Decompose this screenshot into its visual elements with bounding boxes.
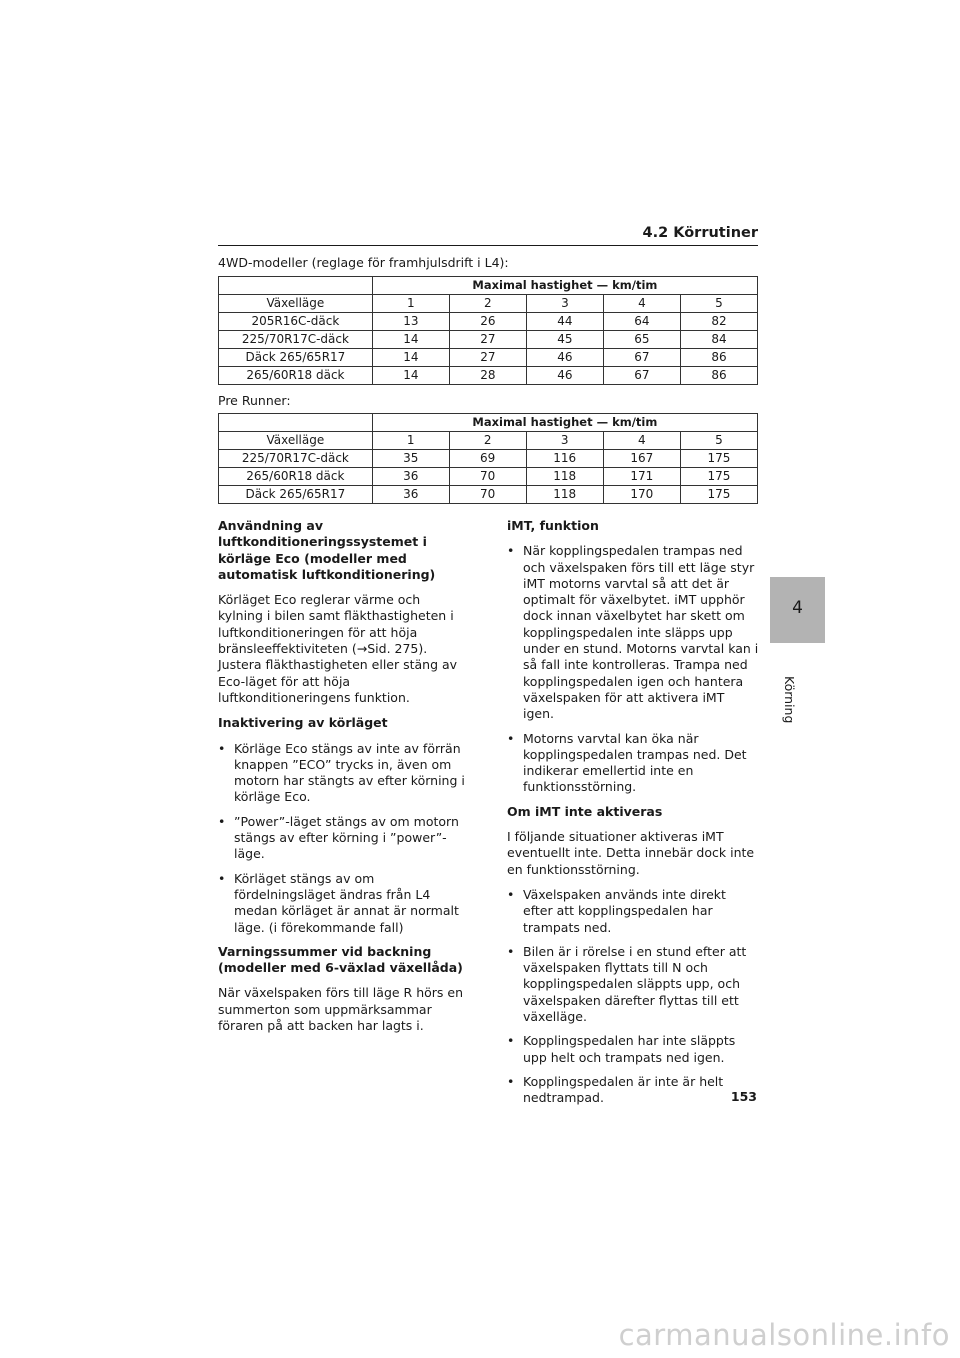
table-row (219, 349, 758, 367)
table1-corner (219, 277, 373, 295)
deactivation-list (218, 741, 466, 936)
list-item (507, 944, 759, 1025)
speed-cell: 86 (680, 349, 757, 367)
speed-cell: 26 (449, 313, 526, 331)
speed-cell: 14 (372, 367, 449, 385)
table-row (219, 486, 758, 504)
table2-caption: Pre Runner: (218, 393, 291, 408)
list-item (218, 871, 466, 936)
gear-cell: 2 (449, 295, 526, 313)
imt-inactive-list (507, 887, 759, 1107)
speed-cell: 36 (372, 468, 449, 486)
bullet-icon: • (507, 943, 515, 959)
bullet-icon: • (507, 1033, 515, 1049)
list-item (507, 731, 759, 796)
gear-cell: 4 (603, 432, 680, 450)
speed-cell: 84 (680, 331, 757, 349)
tire-label: Däck 265/65R17 (219, 349, 373, 367)
speed-cell: 65 (603, 331, 680, 349)
list-item (218, 741, 466, 806)
section-title: 4.2 Körrutiner (642, 225, 758, 241)
gear-cell: 5 (680, 295, 757, 313)
speed-cell: 35 (372, 450, 449, 468)
page-number: 153 (730, 1089, 757, 1104)
watermark-text: carmanualsonline.info (618, 1318, 950, 1352)
speed-cell: 175 (680, 468, 757, 486)
imt-inactive-paragraph: I följande situationer aktiveras iMT eventuellt inte. Detta innebär dock inte en funktionsstörning. (507, 829, 755, 877)
list-item-text: Motorns varvtal kan öka när kopplingspedalen trampas ned. Det indikerar emellertid inte en funktionsstörning. (523, 730, 747, 795)
speed-cell: 46 (526, 349, 603, 367)
speed-cell: 70 (449, 468, 526, 486)
speed-cell: 116 (526, 450, 603, 468)
list-item (507, 543, 759, 722)
speed-cell: 44 (526, 313, 603, 331)
speed-cell: 175 (680, 450, 757, 468)
gear-cell: 2 (449, 432, 526, 450)
speed-cell: 118 (526, 486, 603, 504)
reverse-buzzer-heading: Varningssummer vid backning (modeller med 6-växlad växellåda) (218, 943, 463, 976)
eco-ac-heading: Användning av luftkonditioneringssystemet i körläge Eco (modeller med automatisk luftkonditionering) (218, 518, 436, 582)
table2-group-header: Maximal hastighet — km/tim (372, 414, 757, 432)
list-item-text: Körläge Eco stängs av inte av förrän knappen ”ECO” trycks in, även om motorn har stängts av efter körning i körläge Eco. (234, 740, 465, 805)
gear-cell: 5 (680, 432, 757, 450)
bullet-icon: • (218, 740, 226, 756)
table1-caption: 4WD-modeller (reglage för framhjulsdrift i L4): (218, 255, 509, 270)
right-column (507, 518, 759, 1115)
list-item (507, 887, 759, 936)
table-row (219, 468, 758, 486)
tire-label: 225/70R17C-däck (219, 331, 373, 349)
list-item (218, 814, 466, 863)
speed-cell: 27 (449, 349, 526, 367)
speed-table-pre-runner (218, 413, 758, 504)
speed-cell: 70 (449, 486, 526, 504)
speed-cell: 13 (372, 313, 449, 331)
bullet-icon: • (218, 870, 226, 886)
speed-cell: 69 (449, 450, 526, 468)
bullet-icon: • (507, 730, 515, 746)
imt-inactive-heading: Om iMT inte aktiveras (507, 803, 663, 819)
list-item-text: Växelspaken används inte direkt efter att kopplingspedalen har trampats ned. (523, 886, 726, 935)
speed-cell: 64 (603, 313, 680, 331)
speed-cell: 45 (526, 331, 603, 349)
bullet-icon: • (507, 543, 515, 559)
table1-row-header: Växelläge (219, 295, 373, 313)
eco-ac-paragraph: Körläget Eco reglerar värme och kylning i bilen samt fläkthastigheten i luftkonditioneringen för att höja bränsleeffektiviteten (→Sid. 275). Justera fläkthastigheten eller stäng av Eco-läget för att höja luftkonditioneringens funktion. (218, 592, 458, 705)
bullet-icon: • (218, 813, 226, 829)
table-row (219, 331, 758, 349)
chapter-label: Körning (782, 676, 797, 724)
deactivation-heading: Inaktivering av körläget (218, 715, 388, 731)
list-item-text: När kopplingspedalen trampas ned och växelspaken förs till ett läge styr iMT motorns varvtal så att det är optimalt för växelbytet. iMT upphör dock innan växelbytet har skett om kopplingspedalen inte släpps upp under en stund. Motorns varvtal kan i så fall inte kontrolleras. Trampa ned kopplingspedalen igen och hantera växelspaken för att aktivera iMT igen. (523, 543, 759, 722)
speed-cell: 67 (603, 367, 680, 385)
table1-group-header: Maximal hastighet — km/tim (372, 277, 757, 295)
imt-heading: iMT, funktion (507, 518, 599, 533)
bullet-icon: • (507, 1073, 515, 1089)
speed-cell: 171 (603, 468, 680, 486)
speed-cell: 36 (372, 486, 449, 504)
speed-cell: 175 (680, 486, 757, 504)
list-item (507, 1074, 759, 1107)
speed-cell: 14 (372, 349, 449, 367)
header-rule (218, 245, 758, 246)
list-item-text: Kopplingspedalen är inte är helt nedtrampad. (523, 1073, 724, 1106)
bullet-icon: • (507, 886, 515, 902)
tire-label: 225/70R17C-däck (219, 450, 373, 468)
gear-cell: 3 (526, 432, 603, 450)
speed-cell: 67 (603, 349, 680, 367)
table2-corner (219, 414, 373, 432)
speed-cell: 167 (603, 450, 680, 468)
speed-cell: 82 (680, 313, 757, 331)
gear-cell: 3 (526, 295, 603, 313)
speed-cell: 14 (372, 331, 449, 349)
table-row (219, 313, 758, 331)
chapter-number: 4 (792, 598, 803, 618)
gear-cell: 1 (372, 295, 449, 313)
reverse-buzzer-paragraph: När växelspaken förs till läge R hörs en summerton som uppmärksammar föraren på att backen har lagts i. (218, 985, 464, 1034)
table-row (219, 367, 758, 385)
table2-row-header: Växelläge (219, 432, 373, 450)
speed-cell: 28 (449, 367, 526, 385)
tire-label: Däck 265/65R17 (219, 486, 373, 504)
speed-cell: 86 (680, 367, 757, 385)
list-item-text: Körläget stängs av om fördelningsläget ändras från L4 medan körläget är annat är normalt läge. (i förekommande fall) (234, 870, 459, 935)
list-item (507, 1033, 759, 1066)
speed-cell: 27 (449, 331, 526, 349)
imt-list (507, 543, 759, 795)
tire-label: 205R16C-däck (219, 313, 373, 331)
speed-table-4wd (218, 276, 758, 385)
speed-cell: 170 (603, 486, 680, 504)
speed-cell: 118 (526, 468, 603, 486)
table-row (219, 450, 758, 468)
gear-cell: 4 (603, 295, 680, 313)
tire-label: 265/60R18 däck (219, 468, 373, 486)
list-item-text: ”Power”-läget stängs av om motorn stängs av efter körning i ”power”-läge. (234, 813, 459, 862)
list-item-text: Bilen är i rörelse i en stund efter att växelspaken flyttats till N och kopplingspedalen släppts upp, och växelspaken därefter flyttas till ett växelläge. (523, 943, 747, 1025)
list-item-text: Kopplingspedalen har inte släppts upp helt och trampats ned igen. (523, 1033, 736, 1065)
left-column (218, 518, 466, 1043)
gear-cell: 1 (372, 432, 449, 450)
speed-cell: 46 (526, 367, 603, 385)
tire-label: 265/60R18 däck (219, 367, 373, 385)
